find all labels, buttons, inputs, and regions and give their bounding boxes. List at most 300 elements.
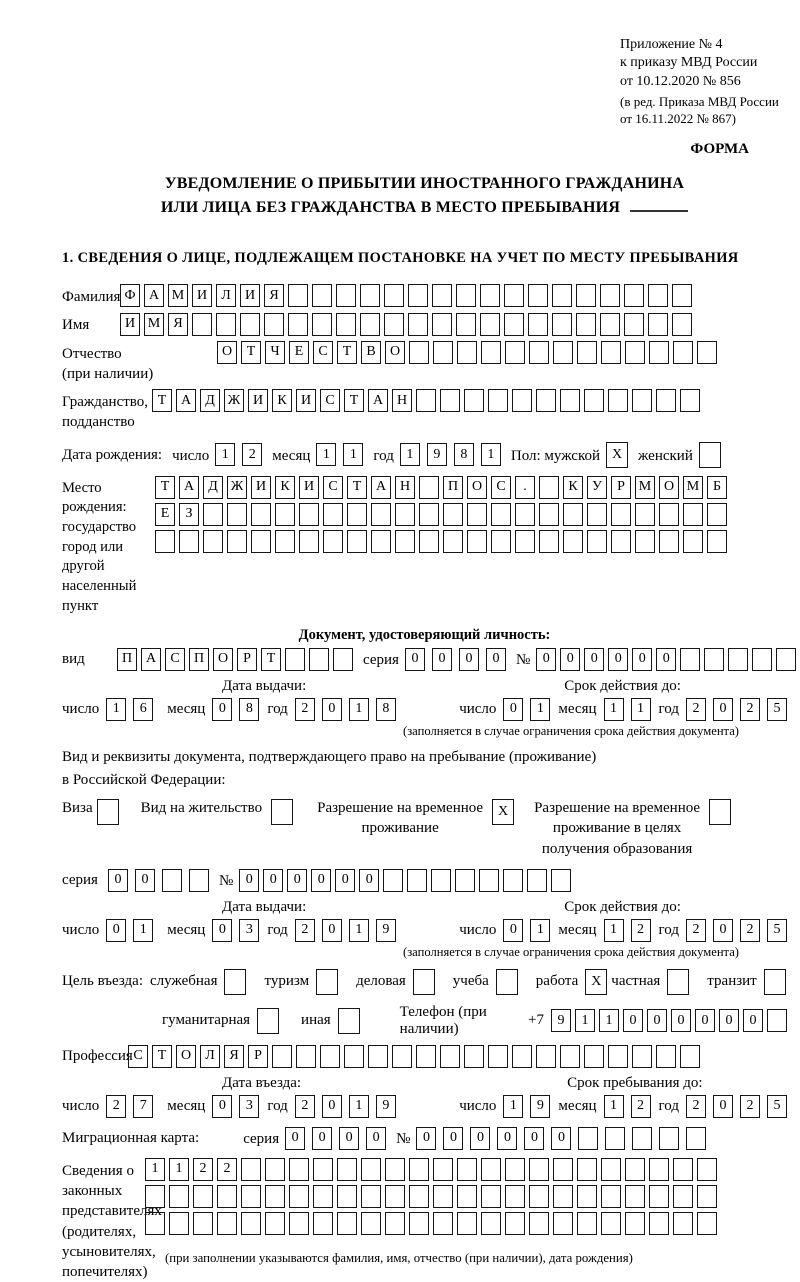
- form-cell[interactable]: 1: [575, 1009, 595, 1032]
- form-cell[interactable]: С: [165, 648, 185, 671]
- form-cell[interactable]: [505, 1212, 525, 1235]
- form-cell[interactable]: [776, 648, 796, 671]
- form-cell[interactable]: И: [299, 476, 319, 499]
- form-cell[interactable]: 0: [405, 648, 425, 671]
- form-cell[interactable]: 0: [632, 648, 652, 671]
- form-cell[interactable]: 0: [695, 1009, 715, 1032]
- form-cell[interactable]: [440, 389, 460, 412]
- form-cell[interactable]: [432, 284, 452, 307]
- form-cell[interactable]: 7: [133, 1095, 153, 1118]
- form-cell[interactable]: [491, 503, 511, 526]
- form-cell[interactable]: [392, 1045, 412, 1068]
- form-cell[interactable]: 1: [481, 443, 501, 466]
- form-cell[interactable]: [505, 341, 525, 364]
- form-cell[interactable]: [649, 1158, 669, 1181]
- form-cell[interactable]: [680, 389, 700, 412]
- form-cell[interactable]: 9: [551, 1009, 571, 1032]
- form-cell[interactable]: [752, 648, 772, 671]
- form-cell[interactable]: О: [385, 341, 405, 364]
- form-cell[interactable]: [656, 389, 676, 412]
- form-cell[interactable]: 0: [285, 1127, 305, 1150]
- form-cell[interactable]: 0: [108, 869, 128, 892]
- form-cell[interactable]: [673, 341, 693, 364]
- form-cell[interactable]: [625, 1212, 645, 1235]
- patronymic-input[interactable]: [217, 341, 717, 364]
- form-cell[interactable]: [553, 1158, 573, 1181]
- form-cell[interactable]: 0: [212, 1095, 232, 1118]
- form-cell[interactable]: [443, 530, 463, 553]
- rd-issue-day-input[interactable]: [106, 919, 153, 942]
- form-cell[interactable]: Д: [203, 476, 223, 499]
- form-cell[interactable]: Л: [200, 1045, 220, 1068]
- form-cell[interactable]: [224, 969, 246, 995]
- form-cell[interactable]: [611, 530, 631, 553]
- form-cell[interactable]: [456, 284, 476, 307]
- form-cell[interactable]: 1: [530, 698, 550, 721]
- form-cell[interactable]: [289, 1158, 309, 1181]
- form-cell[interactable]: 2: [295, 1095, 315, 1118]
- form-cell[interactable]: 2: [631, 1095, 651, 1118]
- form-cell[interactable]: [539, 476, 559, 499]
- form-cell[interactable]: [577, 1185, 597, 1208]
- form-cell[interactable]: [384, 284, 404, 307]
- form-cell[interactable]: 1: [169, 1158, 189, 1181]
- form-cell[interactable]: [503, 869, 523, 892]
- form-cell[interactable]: 0: [647, 1009, 667, 1032]
- form-cell[interactable]: [455, 869, 475, 892]
- form-cell[interactable]: 1: [349, 919, 369, 942]
- form-cell[interactable]: [649, 1212, 669, 1235]
- form-cell[interactable]: [360, 313, 380, 336]
- form-cell[interactable]: [265, 1185, 285, 1208]
- form-cell[interactable]: [371, 503, 391, 526]
- form-cell[interactable]: 1: [133, 919, 153, 942]
- form-cell[interactable]: [672, 313, 692, 336]
- form-cell[interactable]: С: [313, 341, 333, 364]
- form-cell[interactable]: [515, 530, 535, 553]
- form-cell[interactable]: [216, 313, 236, 336]
- form-cell[interactable]: [413, 969, 435, 995]
- form-cell[interactable]: [683, 503, 703, 526]
- form-cell[interactable]: 0: [212, 919, 232, 942]
- form-cell[interactable]: [338, 1008, 360, 1034]
- form-cell[interactable]: Я: [224, 1045, 244, 1068]
- form-cell[interactable]: [648, 284, 668, 307]
- form-cell[interactable]: [179, 530, 199, 553]
- form-cell[interactable]: [433, 341, 453, 364]
- form-cell[interactable]: 0: [503, 698, 523, 721]
- form-cell[interactable]: 2: [740, 919, 760, 942]
- form-cell[interactable]: [227, 530, 247, 553]
- form-cell[interactable]: [241, 1158, 261, 1181]
- form-cell[interactable]: [648, 313, 668, 336]
- form-cell[interactable]: [697, 1212, 717, 1235]
- form-cell[interactable]: [336, 284, 356, 307]
- id-issue-month-input[interactable]: [212, 698, 259, 721]
- other-checkbox[interactable]: [338, 1008, 360, 1034]
- form-cell[interactable]: [529, 1212, 549, 1235]
- form-cell[interactable]: 5: [767, 1095, 787, 1118]
- form-cell[interactable]: [625, 1185, 645, 1208]
- form-cell[interactable]: 8: [454, 443, 474, 466]
- form-cell[interactable]: [203, 503, 223, 526]
- form-cell[interactable]: 9: [376, 1095, 396, 1118]
- form-cell[interactable]: [611, 503, 631, 526]
- form-cell[interactable]: [240, 313, 260, 336]
- form-cell[interactable]: [481, 1158, 501, 1181]
- form-cell[interactable]: 1: [604, 1095, 624, 1118]
- form-cell[interactable]: [316, 969, 338, 995]
- profession-input[interactable]: [128, 1045, 700, 1068]
- form-cell[interactable]: 1: [106, 698, 126, 721]
- surname-input[interactable]: [120, 284, 692, 307]
- form-cell[interactable]: М: [168, 284, 188, 307]
- form-cell[interactable]: [323, 503, 343, 526]
- form-cell[interactable]: К: [272, 389, 292, 412]
- form-cell[interactable]: 1: [599, 1009, 619, 1032]
- form-cell[interactable]: Т: [347, 476, 367, 499]
- form-cell[interactable]: Ф: [120, 284, 140, 307]
- form-cell[interactable]: 0: [322, 1095, 342, 1118]
- form-cell[interactable]: [536, 1045, 556, 1068]
- form-cell[interactable]: [265, 1158, 285, 1181]
- form-cell[interactable]: 0: [311, 869, 331, 892]
- form-cell[interactable]: 0: [656, 648, 676, 671]
- form-cell[interactable]: 0: [416, 1127, 436, 1150]
- form-cell[interactable]: [536, 389, 556, 412]
- form-cell[interactable]: X: [606, 442, 628, 468]
- form-cell[interactable]: [419, 503, 439, 526]
- form-cell[interactable]: [227, 503, 247, 526]
- form-cell[interactable]: 0: [106, 919, 126, 942]
- form-cell[interactable]: [576, 284, 596, 307]
- form-cell[interactable]: Я: [168, 313, 188, 336]
- form-cell[interactable]: [601, 1185, 621, 1208]
- form-cell[interactable]: [704, 648, 724, 671]
- form-cell[interactable]: Т: [241, 341, 261, 364]
- form-cell[interactable]: 1: [343, 443, 363, 466]
- form-cell[interactable]: Р: [237, 648, 257, 671]
- form-cell[interactable]: [587, 530, 607, 553]
- form-cell[interactable]: [659, 530, 679, 553]
- form-cell[interactable]: [433, 1185, 453, 1208]
- form-cell[interactable]: [680, 648, 700, 671]
- form-cell[interactable]: [481, 1185, 501, 1208]
- form-cell[interactable]: [251, 503, 271, 526]
- form-cell[interactable]: [539, 530, 559, 553]
- entry-day-input[interactable]: [106, 1095, 153, 1118]
- form-cell[interactable]: 3: [239, 1095, 259, 1118]
- form-cell[interactable]: 1: [631, 698, 651, 721]
- form-cell[interactable]: С: [323, 476, 343, 499]
- stay-year-input[interactable]: [686, 1095, 787, 1118]
- form-cell[interactable]: [189, 869, 209, 892]
- form-cell[interactable]: [504, 313, 524, 336]
- form-cell[interactable]: [272, 1045, 292, 1068]
- form-cell[interactable]: [457, 1212, 477, 1235]
- form-cell[interactable]: 2: [242, 443, 262, 466]
- form-cell[interactable]: [632, 1127, 652, 1150]
- form-cell[interactable]: 9: [376, 919, 396, 942]
- form-cell[interactable]: [155, 530, 175, 553]
- official-checkbox[interactable]: [224, 969, 246, 995]
- form-cell[interactable]: [217, 1212, 237, 1235]
- form-cell[interactable]: [635, 503, 655, 526]
- form-cell[interactable]: [409, 1158, 429, 1181]
- form-cell[interactable]: 1: [530, 919, 550, 942]
- form-cell[interactable]: [529, 341, 549, 364]
- form-cell[interactable]: [625, 341, 645, 364]
- form-cell[interactable]: [673, 1158, 693, 1181]
- form-cell[interactable]: 0: [584, 648, 604, 671]
- form-cell[interactable]: [299, 503, 319, 526]
- form-cell[interactable]: [608, 1045, 628, 1068]
- id-series-input[interactable]: [405, 648, 506, 671]
- tourism-checkbox[interactable]: [316, 969, 338, 995]
- form-cell[interactable]: К: [275, 476, 295, 499]
- form-cell[interactable]: 2: [631, 919, 651, 942]
- form-cell[interactable]: [601, 1212, 621, 1235]
- form-cell[interactable]: 0: [432, 648, 452, 671]
- form-cell[interactable]: [659, 503, 679, 526]
- form-cell[interactable]: [265, 1212, 285, 1235]
- form-cell[interactable]: [275, 530, 295, 553]
- form-cell[interactable]: [553, 341, 573, 364]
- form-cell[interactable]: 0: [560, 648, 580, 671]
- rd-issue-year-input[interactable]: [295, 919, 396, 942]
- form-cell[interactable]: [577, 341, 597, 364]
- form-cell[interactable]: [361, 1212, 381, 1235]
- form-cell[interactable]: 0: [263, 869, 283, 892]
- form-cell[interactable]: [288, 284, 308, 307]
- form-cell[interactable]: О: [217, 341, 237, 364]
- form-cell[interactable]: О: [467, 476, 487, 499]
- mc-series-input[interactable]: [285, 1127, 386, 1150]
- form-cell[interactable]: И: [120, 313, 140, 336]
- form-cell[interactable]: 1: [349, 1095, 369, 1118]
- form-cell[interactable]: 0: [524, 1127, 544, 1150]
- form-cell[interactable]: 0: [713, 1095, 733, 1118]
- form-cell[interactable]: О: [213, 648, 233, 671]
- birth-year-input[interactable]: [400, 443, 501, 466]
- form-cell[interactable]: X: [492, 799, 514, 825]
- form-cell[interactable]: [728, 648, 748, 671]
- form-cell[interactable]: 0: [239, 869, 259, 892]
- form-cell[interactable]: [697, 1158, 717, 1181]
- form-cell[interactable]: [480, 313, 500, 336]
- form-cell[interactable]: [480, 284, 500, 307]
- form-cell[interactable]: [371, 530, 391, 553]
- name-input[interactable]: [120, 313, 692, 336]
- form-cell[interactable]: [336, 313, 356, 336]
- form-cell[interactable]: 1: [316, 443, 336, 466]
- rd-series-input[interactable]: [108, 869, 209, 892]
- form-cell[interactable]: 1: [400, 443, 420, 466]
- form-cell[interactable]: 0: [713, 698, 733, 721]
- form-cell[interactable]: [488, 389, 508, 412]
- form-cell[interactable]: Я: [264, 284, 284, 307]
- form-cell[interactable]: 0: [503, 919, 523, 942]
- form-cell[interactable]: 2: [295, 919, 315, 942]
- form-cell[interactable]: 1: [145, 1158, 165, 1181]
- form-cell[interactable]: [601, 341, 621, 364]
- form-cell[interactable]: С: [491, 476, 511, 499]
- form-cell[interactable]: Т: [152, 1045, 172, 1068]
- form-cell[interactable]: Ч: [265, 341, 285, 364]
- form-cell[interactable]: [505, 1185, 525, 1208]
- form-cell[interactable]: [169, 1212, 189, 1235]
- form-cell[interactable]: [217, 1185, 237, 1208]
- form-cell[interactable]: [361, 1185, 381, 1208]
- rvp-checkbox[interactable]: [492, 799, 514, 825]
- form-cell[interactable]: О: [176, 1045, 196, 1068]
- form-cell[interactable]: [457, 1158, 477, 1181]
- form-cell[interactable]: А: [176, 389, 196, 412]
- form-cell[interactable]: [408, 284, 428, 307]
- form-cell[interactable]: Ж: [224, 389, 244, 412]
- form-cell[interactable]: [600, 284, 620, 307]
- form-cell[interactable]: [289, 1185, 309, 1208]
- form-cell[interactable]: 5: [767, 698, 787, 721]
- form-cell[interactable]: [479, 869, 499, 892]
- form-cell[interactable]: [608, 389, 628, 412]
- form-cell[interactable]: 2: [686, 698, 706, 721]
- form-cell[interactable]: [539, 503, 559, 526]
- form-cell[interactable]: Н: [395, 476, 415, 499]
- form-cell[interactable]: [673, 1185, 693, 1208]
- form-cell[interactable]: [241, 1185, 261, 1208]
- form-cell[interactable]: [383, 869, 403, 892]
- form-cell[interactable]: [145, 1185, 165, 1208]
- stay-month-input[interactable]: [604, 1095, 651, 1118]
- form-cell[interactable]: [360, 284, 380, 307]
- form-cell[interactable]: 0: [497, 1127, 517, 1150]
- form-cell[interactable]: [697, 1185, 717, 1208]
- form-cell[interactable]: [169, 1185, 189, 1208]
- form-cell[interactable]: 2: [740, 1095, 760, 1118]
- sex-male-checkbox[interactable]: [606, 442, 628, 468]
- form-cell[interactable]: [632, 389, 652, 412]
- form-cell[interactable]: [192, 313, 212, 336]
- form-cell[interactable]: К: [563, 476, 583, 499]
- form-cell[interactable]: 1: [604, 919, 624, 942]
- form-cell[interactable]: 9: [427, 443, 447, 466]
- form-cell[interactable]: [709, 799, 731, 825]
- form-cell[interactable]: [605, 1127, 625, 1150]
- form-cell[interactable]: Е: [155, 503, 175, 526]
- form-cell[interactable]: [528, 284, 548, 307]
- form-cell[interactable]: [385, 1185, 405, 1208]
- form-cell[interactable]: [368, 1045, 388, 1068]
- form-cell[interactable]: [496, 969, 518, 995]
- form-cell[interactable]: [432, 313, 452, 336]
- citizenship-input[interactable]: [152, 389, 700, 412]
- form-cell[interactable]: П: [189, 648, 209, 671]
- form-cell[interactable]: 0: [719, 1009, 739, 1032]
- form-cell[interactable]: 0: [443, 1127, 463, 1150]
- form-cell[interactable]: [395, 530, 415, 553]
- birthplace-row2-input[interactable]: [155, 503, 727, 526]
- form-cell[interactable]: 2: [193, 1158, 213, 1181]
- form-cell[interactable]: [680, 1045, 700, 1068]
- form-cell[interactable]: [527, 869, 547, 892]
- form-cell[interactable]: .: [515, 476, 535, 499]
- form-cell[interactable]: [683, 530, 703, 553]
- form-cell[interactable]: [296, 1045, 316, 1068]
- id-number-input[interactable]: [536, 648, 800, 671]
- entry-year-input[interactable]: [295, 1095, 396, 1118]
- form-cell[interactable]: [552, 284, 572, 307]
- transit-checkbox[interactable]: [764, 969, 786, 995]
- form-cell[interactable]: [203, 530, 223, 553]
- form-cell[interactable]: [504, 284, 524, 307]
- form-cell[interactable]: [481, 341, 501, 364]
- form-cell[interactable]: Б: [707, 476, 727, 499]
- legal-row2-input[interactable]: [145, 1185, 717, 1208]
- form-cell[interactable]: Т: [344, 389, 364, 412]
- form-cell[interactable]: [347, 503, 367, 526]
- form-cell[interactable]: [97, 799, 119, 825]
- form-cell[interactable]: [625, 1158, 645, 1181]
- rd-valid-year-input[interactable]: [686, 919, 787, 942]
- rvp-edu-checkbox[interactable]: [709, 799, 731, 825]
- form-cell[interactable]: 0: [212, 698, 232, 721]
- mc-number-input[interactable]: [416, 1127, 706, 1150]
- form-cell[interactable]: [333, 648, 353, 671]
- id-valid-year-input[interactable]: [686, 698, 787, 721]
- work-checkbox[interactable]: [585, 969, 607, 995]
- form-cell[interactable]: 0: [312, 1127, 332, 1150]
- form-cell[interactable]: [635, 530, 655, 553]
- form-cell[interactable]: [347, 530, 367, 553]
- form-cell[interactable]: [464, 389, 484, 412]
- form-cell[interactable]: [409, 1185, 429, 1208]
- form-cell[interactable]: 0: [287, 869, 307, 892]
- form-cell[interactable]: [241, 1212, 261, 1235]
- form-cell[interactable]: [649, 341, 669, 364]
- form-cell[interactable]: [632, 1045, 652, 1068]
- form-cell[interactable]: 0: [135, 869, 155, 892]
- rd-valid-day-input[interactable]: [503, 919, 550, 942]
- form-cell[interactable]: [577, 1212, 597, 1235]
- form-cell[interactable]: 1: [215, 443, 235, 466]
- form-cell[interactable]: [361, 1158, 381, 1181]
- form-cell[interactable]: [419, 530, 439, 553]
- form-cell[interactable]: 5: [767, 919, 787, 942]
- form-cell[interactable]: [433, 1212, 453, 1235]
- entry-month-input[interactable]: [212, 1095, 259, 1118]
- form-cell[interactable]: 1: [349, 698, 369, 721]
- form-cell[interactable]: 8: [376, 698, 396, 721]
- form-cell[interactable]: [337, 1212, 357, 1235]
- form-cell[interactable]: [699, 442, 721, 468]
- form-cell[interactable]: [285, 648, 305, 671]
- form-cell[interactable]: [512, 1045, 532, 1068]
- form-cell[interactable]: [275, 503, 295, 526]
- form-cell[interactable]: Т: [337, 341, 357, 364]
- form-cell[interactable]: [584, 389, 604, 412]
- sex-female-checkbox[interactable]: [699, 442, 721, 468]
- form-cell[interactable]: [408, 313, 428, 336]
- form-cell[interactable]: 2: [686, 919, 706, 942]
- form-cell[interactable]: 8: [239, 698, 259, 721]
- form-cell[interactable]: 0: [339, 1127, 359, 1150]
- form-cell[interactable]: Т: [155, 476, 175, 499]
- form-cell[interactable]: [697, 341, 717, 364]
- form-cell[interactable]: [673, 1212, 693, 1235]
- form-cell[interactable]: [251, 530, 271, 553]
- form-cell[interactable]: [456, 313, 476, 336]
